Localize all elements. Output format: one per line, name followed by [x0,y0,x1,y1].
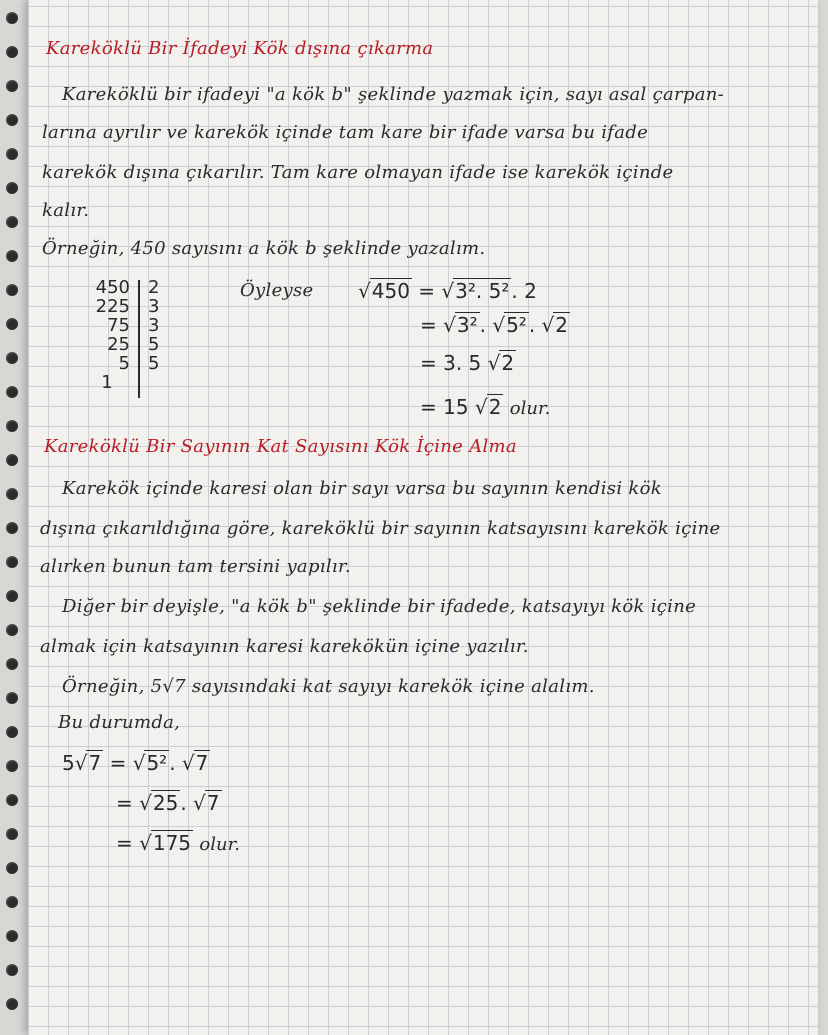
binding-hole [6,794,18,806]
paragraph-line: Bu durumda, [58,712,181,733]
binding-hole [6,726,18,738]
binding-hole [6,420,18,432]
factor-value: 75 [107,315,130,336]
radicand: 7 [195,751,209,775]
division-line [138,280,140,398]
binding-hole [6,930,18,942]
factor-column-right [148,278,178,373]
factor-column-left [84,278,130,392]
section2-title: Kareköklü Bir Sayının Kat Sayısını Kök İçine Alma [44,436,517,457]
section1-title: Kareköklü Bir İfadeyi Kök dışına çıkarma [46,38,434,59]
prime-factor: 3 [148,296,160,317]
math-text: olur. [199,834,240,855]
binding-hole [6,556,18,568]
radicand: 5² [146,751,168,775]
prime-factor: 5 [148,353,160,374]
radicand: 2 [488,395,502,419]
paragraph-line: larına ayrılır ve karekök içinde tam kare bir ifade varsa bu ifade [42,122,649,143]
radicand: 450 [371,279,410,303]
equation-line: = √175 olur. [116,831,240,855]
math-text: = 15 [420,395,469,419]
equation-line: = √25 . √7 [116,791,220,815]
equation-line: = √3² . √5² . √2 [420,313,569,337]
paragraph-line: Diğer bir deyişle, "a kök b" şeklinde bir ifadede, katsayıyı kök içine [62,596,697,617]
paragraph-line: Kareköklü bir ifadeyi "a kök b" şeklinde yazmak için, sayı asal çarpan- [62,84,725,105]
binding-hole [6,216,18,228]
binding-hole [6,12,18,24]
radicand: 5² [506,313,527,337]
binding-hole [6,692,18,704]
binding-hole [6,896,18,908]
spiral-binding [0,0,30,1035]
binding-hole [6,148,18,160]
factor-value: 25 [107,334,130,355]
binding-hole [6,454,18,466]
notebook-page [28,0,818,1035]
paragraph-line: karekök dışına çıkarılır. Tam kare olmayan ifade ise karekök içinde [42,162,674,183]
oyleyse-label: Öyleyse [240,280,314,301]
paragraph-line: Örneğin, 450 sayısını a kök b şeklinde yazalım. [42,238,486,259]
binding-hole [6,964,18,976]
binding-hole [6,386,18,398]
factor-value: 225 [95,296,130,317]
math-text: 5 [62,751,75,775]
factor-value: 5 [118,353,130,374]
binding-hole [6,488,18,500]
equation-line: 5√7 = √5² . √7 [62,751,209,775]
radicand: 25 [152,791,179,815]
equation-line: = 15 √2 olur. [420,395,551,419]
equation-line: = 3. 5 √2 [420,351,515,375]
binding-hole [6,284,18,296]
binding-hole [6,658,18,670]
radicand: 3² [456,313,478,337]
binding-hole [6,522,18,534]
binding-hole [6,80,18,92]
paragraph-line: almak için katsayının karesi karekökün içine yazılır. [40,636,529,657]
paragraph-line: alırken bunun tam tersini yapılır. [40,556,351,577]
prime-factor: 5 [148,334,160,355]
binding-hole [6,46,18,58]
factor-value: 1 [101,372,113,393]
prime-factor: 3 [148,315,160,336]
binding-hole [6,182,18,194]
binding-hole [6,114,18,126]
binding-hole [6,624,18,636]
prime-factor: 2 [148,277,160,298]
radicand: 2 [555,313,569,337]
binding-hole [6,352,18,364]
math-text: = 3. 5 [420,351,482,375]
binding-hole [6,590,18,602]
binding-hole [6,862,18,874]
paragraph-line: kalır. [42,200,90,221]
paragraph-line: Örneğin, 5√7 sayısındaki kat sayıyı karekök içine alalım. [62,676,595,697]
factor-value: 450 [95,277,130,298]
paragraph-line: Karekök içinde karesi olan bir sayı varsa bu sayının kendisi kök [62,478,662,499]
paragraph-line: dışına çıkarıldığına göre, kareköklü bir sayının katsayısını karekök içine [40,518,721,539]
radicand: 7 [206,791,220,815]
radicand: 2 [501,351,515,375]
math-text: olur. [509,398,551,419]
math-text: . 2 [511,279,537,303]
radicand: 7 [88,751,102,775]
binding-hole [6,828,18,840]
binding-hole [6,318,18,330]
equation-line: √450 = √3². 5² . 2 [358,279,537,303]
binding-hole [6,998,18,1010]
binding-hole [6,760,18,772]
binding-hole [6,250,18,262]
radicand: 175 [152,831,192,855]
radicand: 3². 5² [455,279,510,303]
